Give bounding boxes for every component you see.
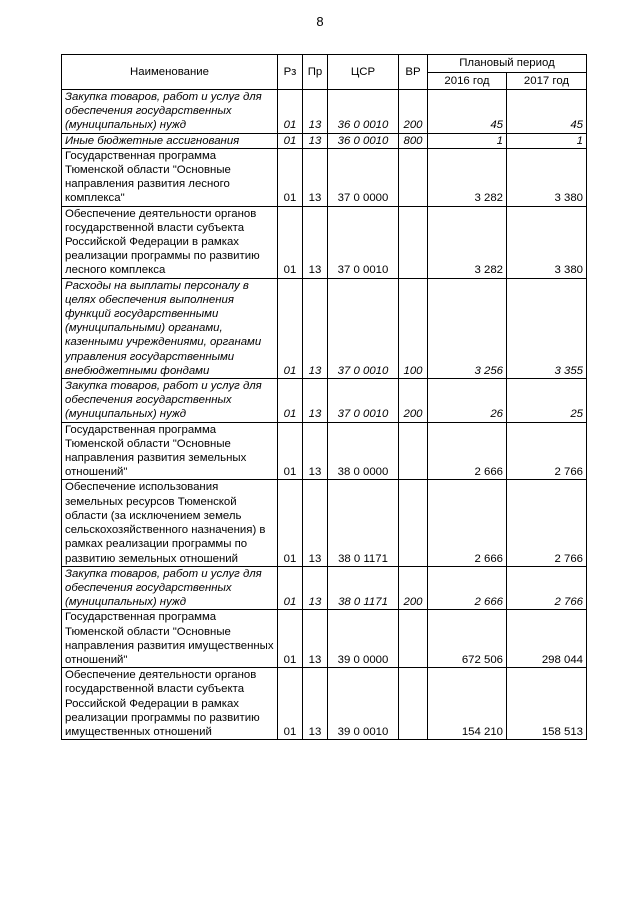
row-2017-cell: 2 766 bbox=[507, 566, 587, 610]
row-2016-cell: 672 506 bbox=[428, 610, 507, 668]
table-row bbox=[62, 379, 587, 423]
table-row bbox=[62, 566, 587, 610]
row-pr-cell: 13 bbox=[303, 610, 328, 668]
page-number: 8 bbox=[316, 14, 324, 29]
row-vr-cell bbox=[399, 480, 428, 566]
row-name-cell: Обеспечение деятельности органов государственной власти субъекта Российской Федерации в рамках реализации программы по развитию имущественных отношений bbox=[62, 668, 278, 740]
row-vr-cell: 200 bbox=[399, 566, 428, 610]
row-name-cell: Государственная программа Тюменской области "Основные направления развития лесного комплекса" bbox=[62, 148, 278, 206]
row-2017-cell: 158 513 bbox=[507, 668, 587, 740]
row-rz-cell: 01 bbox=[278, 480, 303, 566]
row-rz-cell: 01 bbox=[278, 278, 303, 378]
row-rz-cell: 01 bbox=[278, 379, 303, 423]
row-vr-cell bbox=[399, 610, 428, 668]
table-row bbox=[62, 610, 587, 668]
row-csr-cell: 39 0 0010 bbox=[328, 668, 399, 740]
row-pr-cell: 13 bbox=[303, 133, 328, 148]
row-csr-cell: 38 0 0000 bbox=[328, 422, 399, 480]
header-name: Наименование bbox=[62, 55, 278, 90]
row-2016-cell: 3 282 bbox=[428, 148, 507, 206]
row-csr-cell: 37 0 0010 bbox=[328, 278, 399, 378]
header-year-2017: 2017 год bbox=[507, 73, 587, 90]
row-2016-cell: 2 666 bbox=[428, 480, 507, 566]
row-rz-cell: 01 bbox=[278, 566, 303, 610]
row-csr-cell: 36 0 0010 bbox=[328, 133, 399, 148]
row-2016-cell: 2 666 bbox=[428, 566, 507, 610]
row-pr-cell: 13 bbox=[303, 668, 328, 740]
row-csr-cell: 37 0 0010 bbox=[328, 379, 399, 423]
row-2016-cell: 26 bbox=[428, 379, 507, 423]
row-pr-cell: 13 bbox=[303, 148, 328, 206]
row-csr-cell: 36 0 0010 bbox=[328, 90, 399, 134]
row-2017-cell: 3 380 bbox=[507, 206, 587, 278]
row-name-cell: Иные бюджетные ассигнования bbox=[62, 133, 278, 148]
row-2017-cell: 25 bbox=[507, 379, 587, 423]
row-csr-cell: 38 0 1171 bbox=[328, 480, 399, 566]
row-pr-cell: 13 bbox=[303, 566, 328, 610]
row-pr-cell: 13 bbox=[303, 379, 328, 423]
row-name-cell: Обеспечение использования земельных ресурсов Тюменской области (за исключением земель сельскохозяйственного назначения) в рамках реализации программы по развитию земельных отношений bbox=[62, 480, 278, 566]
row-vr-cell bbox=[399, 668, 428, 740]
table-row bbox=[62, 133, 587, 148]
row-name-cell: Государственная программа Тюменской области "Основные направления развития земельных отношений" bbox=[62, 422, 278, 480]
row-pr-cell: 13 bbox=[303, 90, 328, 134]
table-row bbox=[62, 668, 587, 740]
row-name-cell: Закупка товаров, работ и услуг для обеспечения государственных (муниципальных) нужд bbox=[62, 566, 278, 610]
row-pr-cell: 13 bbox=[303, 206, 328, 278]
table-header-row bbox=[62, 55, 587, 73]
table-row bbox=[62, 278, 587, 378]
row-2017-cell: 1 bbox=[507, 133, 587, 148]
row-pr-cell: 13 bbox=[303, 422, 328, 480]
row-vr-cell: 200 bbox=[399, 379, 428, 423]
row-vr-cell bbox=[399, 206, 428, 278]
row-csr-cell: 37 0 0010 bbox=[328, 206, 399, 278]
row-vr-cell: 200 bbox=[399, 90, 428, 134]
row-2017-cell: 298 044 bbox=[507, 610, 587, 668]
row-2016-cell: 2 666 bbox=[428, 422, 507, 480]
row-pr-cell: 13 bbox=[303, 278, 328, 378]
header-csr: ЦСР bbox=[328, 55, 399, 90]
row-csr-cell: 39 0 0000 bbox=[328, 610, 399, 668]
row-rz-cell: 01 bbox=[278, 206, 303, 278]
table-row bbox=[62, 206, 587, 278]
table-row bbox=[62, 422, 587, 480]
row-vr-cell: 100 bbox=[399, 278, 428, 378]
row-vr-cell bbox=[399, 148, 428, 206]
row-rz-cell: 01 bbox=[278, 610, 303, 668]
row-rz-cell: 01 bbox=[278, 133, 303, 148]
header-rz: Рз bbox=[278, 55, 303, 90]
row-vr-cell bbox=[399, 422, 428, 480]
row-rz-cell: 01 bbox=[278, 90, 303, 134]
row-2016-cell: 45 bbox=[428, 90, 507, 134]
header-pr: Пр bbox=[303, 55, 328, 90]
row-2016-cell: 1 bbox=[428, 133, 507, 148]
table-row bbox=[62, 90, 587, 134]
header-vr: ВР bbox=[399, 55, 428, 90]
row-pr-cell: 13 bbox=[303, 480, 328, 566]
row-2016-cell: 154 210 bbox=[428, 668, 507, 740]
row-2017-cell: 3 380 bbox=[507, 148, 587, 206]
row-2016-cell: 3 256 bbox=[428, 278, 507, 378]
budget-table bbox=[61, 54, 587, 740]
row-name-cell: Обеспечение деятельности органов государственной власти субъекта Российской Федерации в рамках реализации программы по развитию лесного комплекса bbox=[62, 206, 278, 278]
row-name-cell: Государственная программа Тюменской области "Основные направления развития имущественных отношений" bbox=[62, 610, 278, 668]
row-name-cell: Закупка товаров, работ и услуг для обеспечения государственных (муниципальных) нужд bbox=[62, 90, 278, 134]
row-rz-cell: 01 bbox=[278, 668, 303, 740]
table-row bbox=[62, 480, 587, 566]
row-name-cell: Закупка товаров, работ и услуг для обеспечения государственных (муниципальных) нужд bbox=[62, 379, 278, 423]
row-vr-cell: 800 bbox=[399, 133, 428, 148]
table-row bbox=[62, 148, 587, 206]
row-name-cell: Расходы на выплаты персоналу в целях обеспечения выполнения функций государственными (муниципальными) органами, казенными учреждениями, органами управления государственными внебюджетными фондами bbox=[62, 278, 278, 378]
row-rz-cell: 01 bbox=[278, 148, 303, 206]
row-2017-cell: 45 bbox=[507, 90, 587, 134]
header-year-2016: 2016 год bbox=[428, 73, 507, 90]
row-rz-cell: 01 bbox=[278, 422, 303, 480]
row-2017-cell: 2 766 bbox=[507, 422, 587, 480]
table-body bbox=[62, 90, 587, 740]
row-2016-cell: 3 282 bbox=[428, 206, 507, 278]
row-2017-cell: 3 355 bbox=[507, 278, 587, 378]
row-csr-cell: 38 0 1171 bbox=[328, 566, 399, 610]
header-planned-period: Плановый период bbox=[428, 55, 587, 73]
row-2017-cell: 2 766 bbox=[507, 480, 587, 566]
row-csr-cell: 37 0 0000 bbox=[328, 148, 399, 206]
